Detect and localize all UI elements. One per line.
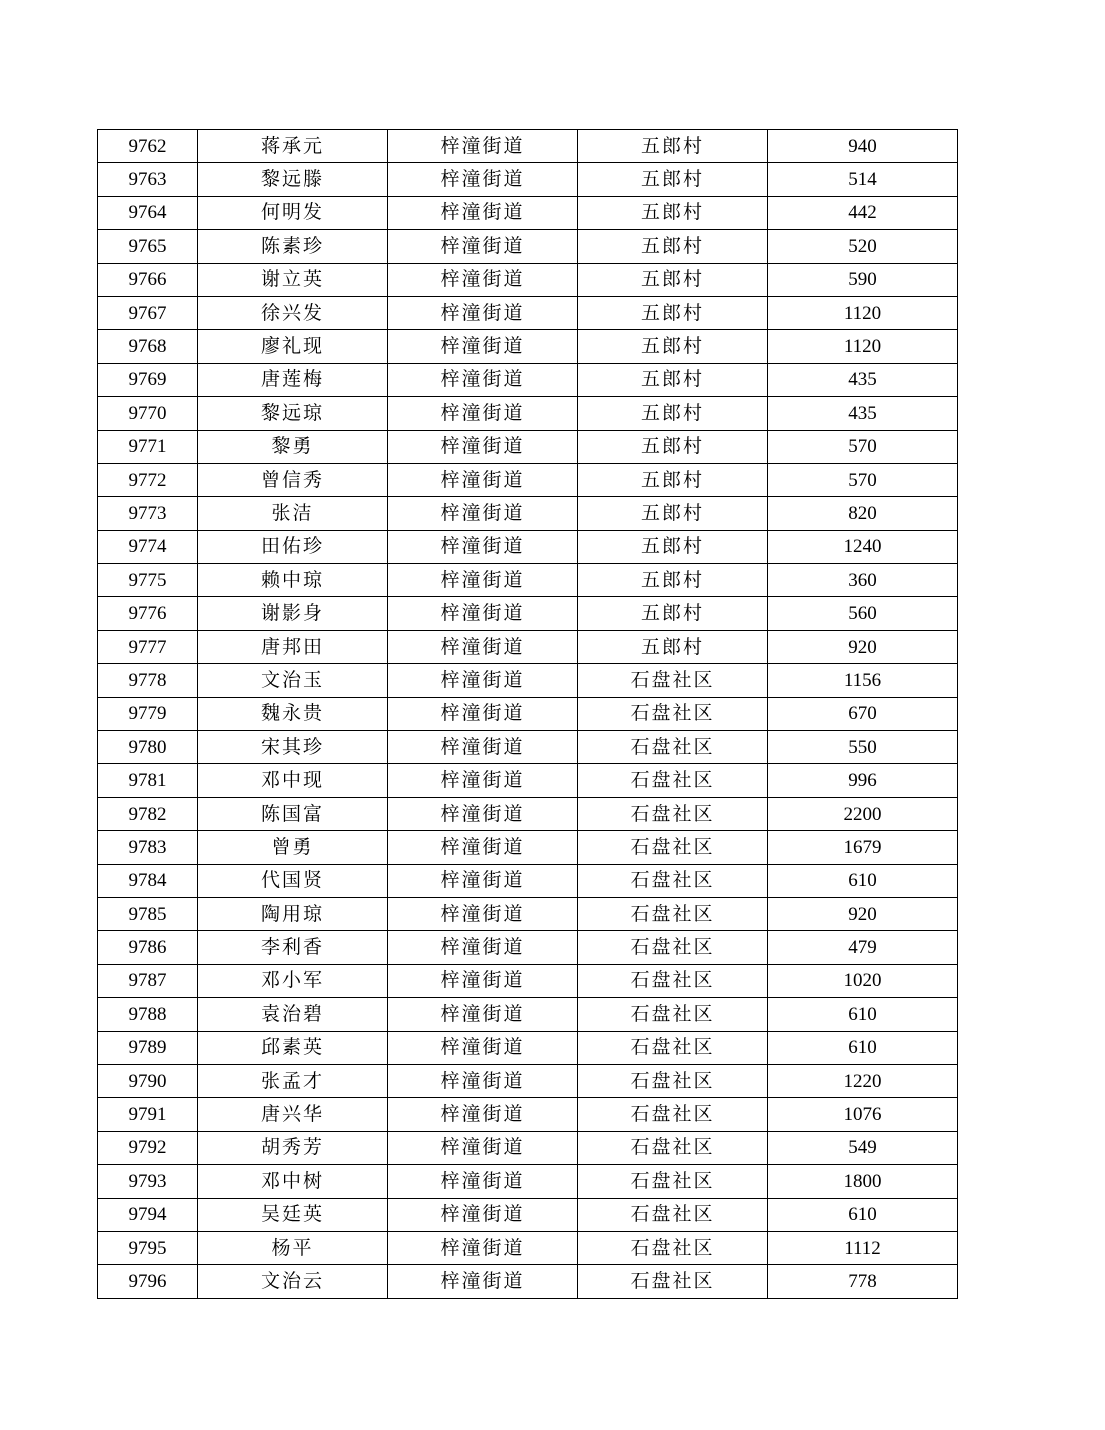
cell-community: 五郎村 <box>578 564 768 597</box>
cell-amount: 1076 <box>768 1098 958 1131</box>
cell-street: 梓潼街道 <box>388 564 578 597</box>
cell-name: 邱素英 <box>198 1031 388 1064</box>
cell-id: 9784 <box>98 864 198 897</box>
table-row <box>98 897 958 930</box>
table-row <box>98 330 958 363</box>
cell-name: 赖中琼 <box>198 564 388 597</box>
cell-amount: 1020 <box>768 964 958 997</box>
cell-id: 9793 <box>98 1165 198 1198</box>
cell-amount: 2200 <box>768 797 958 830</box>
cell-street: 梓潼街道 <box>388 330 578 363</box>
cell-name: 曾信秀 <box>198 463 388 496</box>
cell-street: 梓潼街道 <box>388 1165 578 1198</box>
cell-id: 9773 <box>98 497 198 530</box>
cell-id: 9770 <box>98 397 198 430</box>
cell-id: 9779 <box>98 697 198 730</box>
cell-id: 9781 <box>98 764 198 797</box>
cell-id: 9785 <box>98 897 198 930</box>
cell-community: 五郎村 <box>578 530 768 563</box>
table-row <box>98 397 958 430</box>
cell-name: 唐邦田 <box>198 630 388 663</box>
table-row <box>98 564 958 597</box>
cell-amount: 435 <box>768 397 958 430</box>
cell-street: 梓潼街道 <box>388 1131 578 1164</box>
cell-amount: 920 <box>768 897 958 930</box>
cell-name: 杨平 <box>198 1231 388 1264</box>
cell-community: 五郎村 <box>578 163 768 196</box>
table-row <box>98 764 958 797</box>
cell-community: 石盘社区 <box>578 797 768 830</box>
cell-community: 石盘社区 <box>578 964 768 997</box>
cell-community: 五郎村 <box>578 630 768 663</box>
table-row <box>98 263 958 296</box>
table-row <box>98 664 958 697</box>
cell-name: 袁治碧 <box>198 998 388 1031</box>
cell-id: 9780 <box>98 731 198 764</box>
cell-amount: 550 <box>768 731 958 764</box>
cell-name: 唐兴华 <box>198 1098 388 1131</box>
cell-street: 梓潼街道 <box>388 163 578 196</box>
cell-name: 张洁 <box>198 497 388 530</box>
cell-community: 石盘社区 <box>578 1265 768 1298</box>
cell-street: 梓潼街道 <box>388 230 578 263</box>
cell-community: 石盘社区 <box>578 998 768 1031</box>
table-row <box>98 1098 958 1131</box>
cell-name: 蒋承元 <box>198 130 388 163</box>
cell-id: 9788 <box>98 998 198 1031</box>
table-row <box>98 296 958 329</box>
cell-id: 9771 <box>98 430 198 463</box>
cell-street: 梓潼街道 <box>388 1198 578 1231</box>
cell-name: 李利香 <box>198 931 388 964</box>
table-body <box>98 130 958 1299</box>
cell-community: 石盘社区 <box>578 764 768 797</box>
table-row <box>98 1165 958 1198</box>
cell-id: 9775 <box>98 564 198 597</box>
cell-name: 陶用琼 <box>198 897 388 930</box>
table-row <box>98 130 958 163</box>
cell-name: 邓小军 <box>198 964 388 997</box>
table-row <box>98 430 958 463</box>
cell-street: 梓潼街道 <box>388 1265 578 1298</box>
cell-name: 何明发 <box>198 196 388 229</box>
cell-name: 张孟才 <box>198 1064 388 1097</box>
cell-name: 曾勇 <box>198 831 388 864</box>
cell-community: 石盘社区 <box>578 1131 768 1164</box>
cell-street: 梓潼街道 <box>388 764 578 797</box>
cell-id: 9783 <box>98 831 198 864</box>
cell-amount: 610 <box>768 1198 958 1231</box>
cell-street: 梓潼街道 <box>388 664 578 697</box>
cell-street: 梓潼街道 <box>388 697 578 730</box>
cell-id: 9763 <box>98 163 198 196</box>
cell-id: 9767 <box>98 296 198 329</box>
cell-id: 9769 <box>98 363 198 396</box>
cell-community: 五郎村 <box>578 296 768 329</box>
cell-id: 9772 <box>98 463 198 496</box>
cell-id: 9792 <box>98 1131 198 1164</box>
cell-street: 梓潼街道 <box>388 1231 578 1264</box>
cell-amount: 1679 <box>768 831 958 864</box>
cell-id: 9789 <box>98 1031 198 1064</box>
cell-name: 徐兴发 <box>198 296 388 329</box>
cell-street: 梓潼街道 <box>388 731 578 764</box>
table-row <box>98 597 958 630</box>
cell-id: 9787 <box>98 964 198 997</box>
cell-amount: 610 <box>768 864 958 897</box>
cell-amount: 778 <box>768 1265 958 1298</box>
cell-amount: 520 <box>768 230 958 263</box>
cell-community: 五郎村 <box>578 196 768 229</box>
cell-amount: 1120 <box>768 330 958 363</box>
cell-street: 梓潼街道 <box>388 897 578 930</box>
cell-amount: 996 <box>768 764 958 797</box>
table-row <box>98 731 958 764</box>
cell-street: 梓潼街道 <box>388 363 578 396</box>
cell-id: 9762 <box>98 130 198 163</box>
cell-street: 梓潼街道 <box>388 1031 578 1064</box>
cell-community: 五郎村 <box>578 430 768 463</box>
cell-name: 黎远滕 <box>198 163 388 196</box>
cell-amount: 1112 <box>768 1231 958 1264</box>
cell-community: 石盘社区 <box>578 697 768 730</box>
cell-street: 梓潼街道 <box>388 831 578 864</box>
cell-amount: 435 <box>768 363 958 396</box>
cell-name: 田佑珍 <box>198 530 388 563</box>
cell-street: 梓潼街道 <box>388 797 578 830</box>
cell-community: 五郎村 <box>578 330 768 363</box>
table-row <box>98 363 958 396</box>
cell-street: 梓潼街道 <box>388 1098 578 1131</box>
cell-amount: 479 <box>768 931 958 964</box>
cell-name: 代国贤 <box>198 864 388 897</box>
cell-community: 石盘社区 <box>578 1231 768 1264</box>
table-row <box>98 1198 958 1231</box>
cell-amount: 1220 <box>768 1064 958 1097</box>
table-row <box>98 497 958 530</box>
cell-id: 9782 <box>98 797 198 830</box>
cell-amount: 442 <box>768 196 958 229</box>
cell-community: 五郎村 <box>578 597 768 630</box>
cell-amount: 360 <box>768 564 958 597</box>
cell-name: 吴廷英 <box>198 1198 388 1231</box>
table-row <box>98 797 958 830</box>
cell-amount: 610 <box>768 998 958 1031</box>
table-row <box>98 1265 958 1298</box>
cell-amount: 549 <box>768 1131 958 1164</box>
cell-id: 9786 <box>98 931 198 964</box>
cell-amount: 670 <box>768 697 958 730</box>
cell-name: 黎勇 <box>198 430 388 463</box>
table-row <box>98 931 958 964</box>
cell-name: 文治云 <box>198 1265 388 1298</box>
cell-name: 文治玉 <box>198 664 388 697</box>
cell-id: 9764 <box>98 196 198 229</box>
table-row <box>98 1231 958 1264</box>
cell-amount: 610 <box>768 1031 958 1064</box>
cell-name: 魏永贵 <box>198 697 388 730</box>
cell-name: 廖礼现 <box>198 330 388 363</box>
cell-amount: 514 <box>768 163 958 196</box>
cell-community: 五郎村 <box>578 397 768 430</box>
table-row <box>98 964 958 997</box>
cell-community: 五郎村 <box>578 263 768 296</box>
table-row <box>98 864 958 897</box>
cell-community: 石盘社区 <box>578 897 768 930</box>
cell-community: 石盘社区 <box>578 664 768 697</box>
cell-community: 石盘社区 <box>578 864 768 897</box>
table-row <box>98 1064 958 1097</box>
cell-street: 梓潼街道 <box>388 864 578 897</box>
cell-community: 石盘社区 <box>578 831 768 864</box>
cell-name: 邓中现 <box>198 764 388 797</box>
cell-community: 石盘社区 <box>578 931 768 964</box>
cell-amount: 1120 <box>768 296 958 329</box>
cell-street: 梓潼街道 <box>388 497 578 530</box>
table-row <box>98 630 958 663</box>
cell-street: 梓潼街道 <box>388 630 578 663</box>
table-row <box>98 530 958 563</box>
data-table <box>97 129 958 1299</box>
cell-id: 9774 <box>98 530 198 563</box>
cell-amount: 1240 <box>768 530 958 563</box>
cell-street: 梓潼街道 <box>388 196 578 229</box>
cell-amount: 570 <box>768 430 958 463</box>
cell-street: 梓潼街道 <box>388 397 578 430</box>
cell-id: 9791 <box>98 1098 198 1131</box>
cell-id: 9796 <box>98 1265 198 1298</box>
table-row <box>98 163 958 196</box>
cell-community: 石盘社区 <box>578 1098 768 1131</box>
cell-community: 石盘社区 <box>578 1064 768 1097</box>
cell-id: 9765 <box>98 230 198 263</box>
cell-street: 梓潼街道 <box>388 263 578 296</box>
table-row <box>98 196 958 229</box>
cell-name: 胡秀芳 <box>198 1131 388 1164</box>
cell-street: 梓潼街道 <box>388 597 578 630</box>
table-row <box>98 1131 958 1164</box>
cell-amount: 1156 <box>768 664 958 697</box>
cell-street: 梓潼街道 <box>388 1064 578 1097</box>
table-row <box>98 463 958 496</box>
cell-amount: 560 <box>768 597 958 630</box>
cell-community: 石盘社区 <box>578 1165 768 1198</box>
cell-name: 谢影身 <box>198 597 388 630</box>
cell-community: 五郎村 <box>578 363 768 396</box>
cell-name: 黎远琼 <box>198 397 388 430</box>
cell-community: 石盘社区 <box>578 1198 768 1231</box>
cell-id: 9794 <box>98 1198 198 1231</box>
table-row <box>98 1031 958 1064</box>
cell-amount: 1800 <box>768 1165 958 1198</box>
cell-id: 9766 <box>98 263 198 296</box>
cell-street: 梓潼街道 <box>388 463 578 496</box>
cell-community: 石盘社区 <box>578 1031 768 1064</box>
cell-street: 梓潼街道 <box>388 964 578 997</box>
cell-community: 五郎村 <box>578 130 768 163</box>
cell-id: 9795 <box>98 1231 198 1264</box>
cell-community: 五郎村 <box>578 230 768 263</box>
table-row <box>98 230 958 263</box>
cell-id: 9768 <box>98 330 198 363</box>
table-row <box>98 831 958 864</box>
cell-amount: 570 <box>768 463 958 496</box>
cell-amount: 820 <box>768 497 958 530</box>
cell-street: 梓潼街道 <box>388 296 578 329</box>
cell-community: 五郎村 <box>578 497 768 530</box>
cell-id: 9777 <box>98 630 198 663</box>
cell-street: 梓潼街道 <box>388 998 578 1031</box>
cell-name: 邓中树 <box>198 1165 388 1198</box>
table-row <box>98 697 958 730</box>
cell-amount: 940 <box>768 130 958 163</box>
cell-street: 梓潼街道 <box>388 130 578 163</box>
cell-name: 谢立英 <box>198 263 388 296</box>
cell-street: 梓潼街道 <box>388 931 578 964</box>
cell-amount: 920 <box>768 630 958 663</box>
cell-name: 陈国富 <box>198 797 388 830</box>
table-row <box>98 998 958 1031</box>
cell-name: 宋其珍 <box>198 731 388 764</box>
cell-community: 石盘社区 <box>578 731 768 764</box>
cell-street: 梓潼街道 <box>388 530 578 563</box>
cell-id: 9790 <box>98 1064 198 1097</box>
cell-community: 五郎村 <box>578 463 768 496</box>
cell-street: 梓潼街道 <box>388 430 578 463</box>
cell-name: 陈素珍 <box>198 230 388 263</box>
cell-id: 9776 <box>98 597 198 630</box>
cell-id: 9778 <box>98 664 198 697</box>
cell-name: 唐莲梅 <box>198 363 388 396</box>
cell-amount: 590 <box>768 263 958 296</box>
